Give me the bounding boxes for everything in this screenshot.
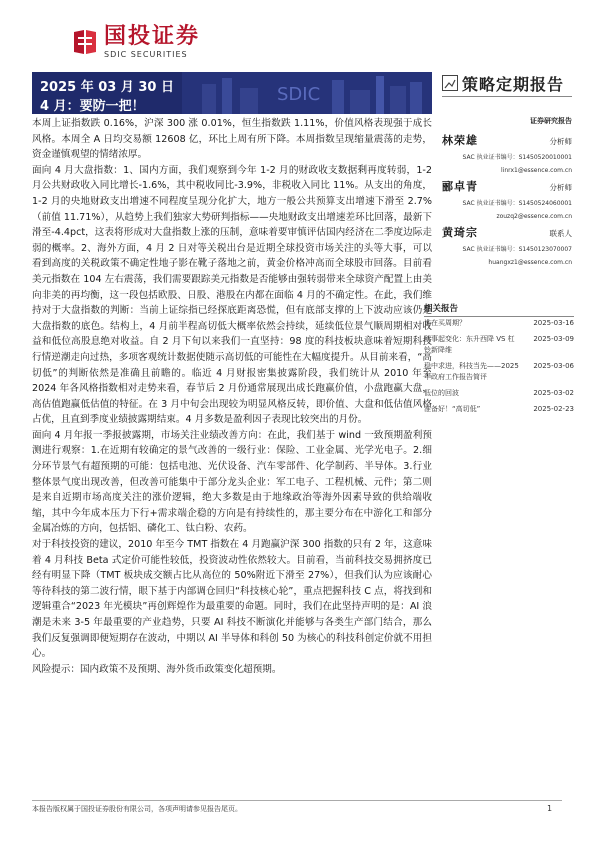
company-logo: [72, 24, 200, 60]
related-reports-list: [424, 318, 574, 420]
related-report-title: 谁在买周期？: [424, 319, 466, 327]
related-report-item[interactable]: [424, 404, 574, 415]
report-subtitle: 4 月：要防一把！: [40, 99, 145, 114]
divider: [442, 96, 572, 97]
related-report-date: 2025-03-16: [533, 319, 574, 327]
footer-divider: [32, 800, 562, 801]
related-report-item[interactable]: [424, 388, 574, 399]
related-report-date: 2025-03-02: [533, 389, 574, 397]
footer-disclaimer: 本报告版权属于国投证券股份有限公司，各项声明请参见报告尾页。: [32, 805, 242, 813]
related-report-date: 2025-02-23: [533, 405, 574, 413]
logo-icon: [72, 28, 98, 56]
related-report-item[interactable]: [424, 334, 574, 356]
body-paragraph: 本周上证指数跌 0.16%，沪深 300 涨 0.01%，恒生指数跌 1.11%，价值风格表现强于成长风格。本周全 A 日均交易额 12608 亿，环比上周有所下降。本周指数呈现缩量震荡的走势，资金谨慎观望的情绪浓厚。: [32, 118, 432, 161]
related-reports-title: 相关报告: [424, 302, 574, 317]
analyst-cert: SAC 执业证书编号：S1450524060001: [462, 200, 572, 207]
report-type: [442, 72, 572, 94]
analyst-email[interactable]: huangxz1@essence.com.cn: [488, 259, 572, 266]
body-paragraph: 面向 4 月大盘指数：1、国内方面，我们观察到今年 1-2 月的财政收支数据剩再度转弱，1-2 月公共财政收入同比增长-1.6%，其中税收同比-3.9%，非税收入同比 11%。从支出的角度，1-2 月的央地财政支出增速不同程度呈现分化扩大，地方一般公共预算支出增速下滑至 2.7%（前值 11.71%），从趋势上我们独家大势研判指标——央地财政支出增速差环比回落，最新下滑至-4.4pct，这表将形成对大盘指数上涨的压制，意味着要审慎评估国内经济在二季度边际走弱的概率。2、海外方面，4 月 2 日对等关税出台是近期全球投资市场关注的头等大事，可以看到高度的关税政策不确定性地子影在靴子落地之前，黄金价格冲高而全球股市回落。目前看美元指数在 104 左右震荡，我们需要跟踪美元指数是否能够由强转弱带来全球资产配置上由美向非美的再均衡，这一段包括欧股、日股、港股在内都在面临 4 月的不确定性。在此，我们维持对于大盘指数的判断：当前上证综指已经探底距离恐慌，但有底部支撑的上下波动应该仍是大盘指数的底色。结构上，4 月前半程高切低大概率依然会持续，延续低位景气顺周期相对收益和低位高股息绝对收益。自 2 月下旬以来我们一直坚持：98 度的科技板块意味着短期科技行情逆潮走向过热，多项客观统计数据使随示高切低的可能性在大幅度提升。从目前来看，“高切低”的判断依然是准确且前瞻的。临近 4 月财报密集披露阶段，我们统计从 2010 年至 2024 年各风格指数相对走势来看，春节后 2 月份通常展现出成长跑赢价值，小盘跑赢大盘，高估值跑赢低估值的特征。在 3 月中旬会出现较为明显风格反转，即价值、大盘和低估值风格占优，且直到季度业绩披露期结束。4 月多数是盈利因子表现比较突出的月份。: [32, 164, 432, 426]
logo-name-en: SDIC SECURITIES: [104, 49, 188, 59]
analyst-name: 黄琦宗: [442, 226, 478, 239]
body-paragraph: 面向 4 月年报一季报披露期，市场关注业绩改善方向：在此，我们基于 wind 一致预期盈利预测进行观察：1.在近期有较确定的景气改善的一级行业：保险、工业金属、光学光电子。2.细分环节景气有超预期的可能：包括电池、光伏设备、汽车零部件、化学制药、半导体。3.行业整体景气度出现改善，但改善可能集中于部分龙头企业：军工电子、工程机械、元件；第二则是来自近期市场高度关注的涨价逻辑，绝大多数是由于地缘政治等海外因素导致的供给端收缩，其中今年成本压力下行+需求端企稳的方向是有持续性的，那主要分布在中游化工和部分金属冶炼的方向，包括铝、磷化工、钛白粉、农药。: [32, 429, 432, 535]
analyst-role: 联系人: [549, 229, 572, 238]
analyst-card: [442, 224, 572, 266]
analyst-role: 分析师: [549, 183, 572, 192]
banner-city-graphic: [182, 72, 432, 114]
risk-warning: 风险提示：国内政策不及预期、海外货币政策变化超预期。: [32, 663, 282, 675]
section-label: 证券研究报告: [530, 117, 572, 125]
analyst-card: [442, 178, 572, 220]
related-report-date: 2025-03-09: [533, 335, 574, 343]
page-number: 1: [547, 804, 553, 813]
header-banner: [32, 72, 432, 114]
logo-name-cn: 国投证券: [104, 23, 201, 49]
related-report-title: 稳中求进，科技当先——2025 年政府工作报告简评: [424, 362, 519, 381]
analyst-role: 分析师: [549, 137, 572, 146]
related-report-item[interactable]: [424, 318, 574, 329]
analyst-email[interactable]: linrx1@essence.com.cn: [501, 167, 572, 174]
related-report-title: 叙事起变化：东升西降 VS 杠铃新降维: [424, 335, 515, 354]
report-type-icon: [442, 75, 458, 91]
analyst-cert: SAC 执业证书编号：S1450123070007: [462, 246, 572, 253]
related-report-title: 准备好！“高切低”: [424, 405, 481, 413]
report-body: [32, 116, 432, 677]
analyst-name: 郦卓青: [442, 180, 478, 193]
related-report-item[interactable]: [424, 361, 574, 383]
analyst-cert: SAC 执业证书编号：S1450520010001: [462, 154, 572, 161]
analyst-card: [442, 132, 572, 174]
analyst-name: 林荣雄: [442, 134, 478, 147]
analyst-email[interactable]: zouzq2@essence.com.cn: [496, 213, 572, 220]
report-type-label: 策略定期报告: [462, 74, 565, 94]
report-date: 2025 年 03 月 30 日: [40, 80, 174, 95]
related-report-date: 2025-03-06: [533, 362, 574, 370]
banner-watermark: SDIC: [277, 84, 321, 105]
related-report-title: 低位的回波: [424, 389, 459, 397]
body-paragraph: 对于科技投资的建议，2010 年至今 TMT 指数在 4 月跑赢沪深 300 指数的只有 2 年，这意味着 4 月科技 Beta 式定价可能性较低，投资波动性依然较大。目前看，当前科技交易拥挤度已经有明显下降（TMT 板块成交额占比从高位的 50%附近下滑至 27%），但我们认为应该耐心等待科技的第二波行情，眼下基于内部调仓回归“科技核心轮”，重点把握科技 C 点，将找到和逻辑重合“2023 年光模块”再创辉煌作为最重要的命题。同时，我们在此坚持声明的是：AI 浪潮是未来 3-5 年最重要的产业趋势，只要 AI 科技不断演化并能够与各类生产部门结合，那么我们反复强调即便短期存在波动，中期以 AI 半导体和科创 50 为核心的科技科创定价就不用担心。: [32, 539, 432, 660]
